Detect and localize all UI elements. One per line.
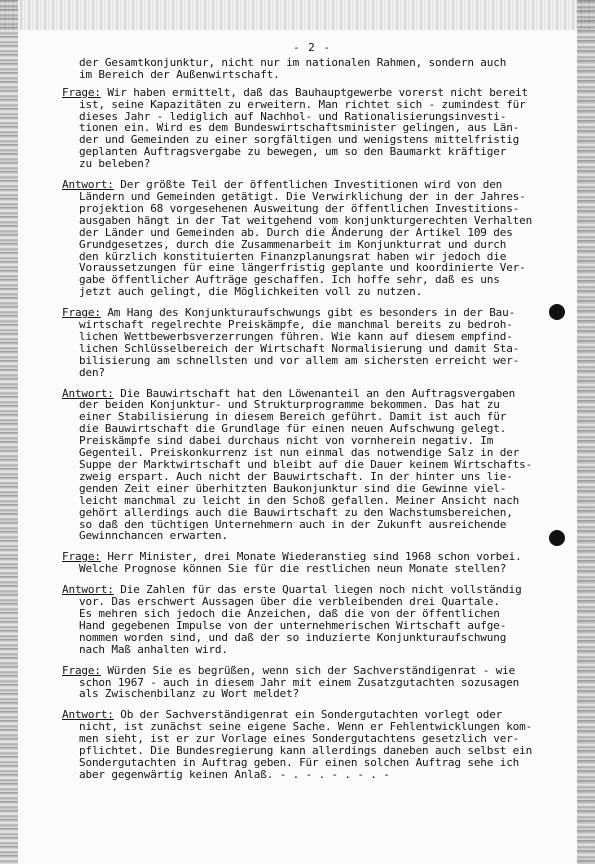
- scan-left-edge: [0, 0, 18, 864]
- answer-line: Gegenteil. Preiskonkurrenz ist nun einmal das notwendige Salz in der: [79, 446, 520, 460]
- question-line: geplanten Auftragsvergabe zu bewegen, um so den Baumarkt kräftiger: [79, 145, 507, 159]
- answer-line: die Bauwirtschaft die Grundlage für einen neuen Aufschwung gelegt.: [79, 422, 507, 436]
- question-text: Am Hang des Konjunkturaufschwungs gibt es besonders in der Bau-: [100, 306, 516, 320]
- answer-line: pflichtet. Die Bundesregierung kann allerdings daneben auch selbst ein: [79, 744, 533, 758]
- intro-paragraph: [79, 57, 562, 81]
- question-line: [62, 665, 562, 677]
- answer-line: einer Stabilisierung in diesem Bereich geführt. Damit ist auch für: [79, 410, 507, 424]
- answer-label: Antwort:: [62, 583, 114, 597]
- answer-line: gehört allerdings auch die Bauwirtschaft zu den Wachstumsbereichen,: [79, 505, 513, 519]
- answer-line: aber gegenwärtig keinen Anlaß. - . - . - . - . -: [79, 767, 390, 781]
- answer-line: leicht manchmal zu leicht in den Schoß gefallen. Meiner Ansicht nach: [79, 493, 520, 507]
- scan-top-edge: [0, 0, 595, 30]
- question-line: wirtschaft regelrechte Preiskämpfe, die manchmal bereits zu bedroh-: [79, 318, 513, 332]
- answer-line: Grundgesetzes, durch die Zusammenarbeit im Konjunkturrat und durch: [79, 237, 507, 251]
- scan-right-edge: [577, 0, 595, 864]
- question-line: der und Gemeinden zu einer sorgfältigen und wenigstens mittelfristig: [79, 133, 520, 147]
- answer-line: jetzt auch gelingt, die Möglichkeiten voll zu nutzen.: [79, 285, 423, 299]
- answer-text: Die Bauwirtschaft hat den Löwenanteil an den Auftragsvergaben: [113, 386, 516, 400]
- question-label: Frage:: [62, 550, 101, 564]
- question-line: als Zwischenbilanz zu Wort meldet?: [79, 687, 300, 701]
- question-line: lichen Schlüsselbereich der Wirtschaft Normalisierung und damit Sta-: [79, 341, 520, 355]
- answer-block: [62, 584, 562, 655]
- question-label: Frage:: [62, 663, 101, 677]
- document-body: [62, 42, 562, 790]
- answer-line: der Länder und Gemeinden ab. Durch die Änderung der Artikel 109 des: [79, 225, 513, 239]
- answer-line: men sieht, ist er zur Vorlage eines Sondergutachtens gesetzlich ver-: [79, 732, 520, 746]
- answer-label: Antwort:: [62, 178, 114, 192]
- question-line: den?: [79, 365, 105, 379]
- answer-block: [62, 709, 562, 780]
- answer-label: Antwort:: [62, 386, 114, 400]
- question-block: [62, 551, 562, 575]
- question-text: Herr Minister, drei Monate Wiederanstieg sind 1968 schon vorbei.: [100, 550, 522, 564]
- answer-line: genden Zeit einer überhitzten Baukonjunktur sind die Gewinne viel-: [79, 481, 507, 495]
- answer-line: Ländern und Gemeinden getätigt. Die Verwirklichung der in der Jahres-: [79, 189, 526, 203]
- answer-line: der beiden Konjunktur- und Strukturprogramme bekommen. Das hat zu: [79, 398, 500, 412]
- answer-line: so daß den tüchtigen Unternehmern auch in der Zukunft ausreichende: [79, 517, 507, 531]
- answer-line: ausgaben hängt in der Tat weitgehend vom konjunkturgerechten Verhalten: [79, 213, 533, 227]
- question-line: tionen ein. Wird es dem Bundeswirtschaftsminister gelingen, aus Län-: [79, 121, 520, 135]
- answer-label: Antwort:: [62, 708, 114, 722]
- answer-line: nicht, ist zunächst seine eigene Sache. Wenn er Fehlentwicklungen kom-: [79, 720, 533, 734]
- question-line: ist, seine Kapazitäten zu erweitern. Man richtet sich - zumindest für: [79, 97, 526, 111]
- answer-line: zweig erspart. Auch nicht der Bauwirtschaft. In der hinter uns lie-: [79, 469, 513, 483]
- answer-line: nommen worden sind, und daß der so induzierte Konjunkturaufschwung: [79, 630, 507, 644]
- page-number: - 2 -: [292, 41, 332, 54]
- question-line: dieses Jahr - lediglich auf Nachhol- und Rationalisierungsinvesti-: [79, 109, 507, 123]
- interview-blocks: [62, 87, 562, 781]
- question-block: [62, 665, 562, 701]
- question-block: [62, 87, 562, 170]
- question-line: Welche Prognose können Sie für die restlichen neun Monate stellen?: [79, 562, 507, 576]
- intro-line: der Gesamtkonjunktur, nicht nur im nationalen Rahmen, sondern auch: [79, 55, 507, 69]
- question-line: schon 1967 - auch in diesem Jahr mit einem Zusatzgutachten sozusagen: [79, 675, 520, 689]
- question-label: Frage:: [62, 306, 101, 320]
- answer-line: Voraussetzungen für eine längerfristig geplante und koordinierte Ver-: [79, 261, 526, 275]
- question-line: zu beleben?: [79, 157, 151, 171]
- answer-line: projektion 68 vorgesehenen Ausweitung der öffentlichen Investitions-: [79, 201, 520, 215]
- question-line: [62, 87, 562, 99]
- answer-line: Sondergutachten in Auftrag geben. Für einen solchen Auftrag sehe ich: [79, 755, 520, 769]
- question-text: Wir haben ermittelt, daß das Bauhauptgewerbe vorerst nicht bereit: [100, 85, 529, 99]
- answer-line: den kürzlich konstituierten Finanzplanungsrat haben wir jedoch die: [79, 249, 507, 263]
- answer-block: [62, 388, 562, 543]
- answer-text: Die Zahlen für das erste Quartal liegen noch nicht vollständig: [113, 583, 522, 597]
- question-line: bilisierung am schnellsten und vor allem am sichersten erreicht wer-: [79, 353, 520, 367]
- answer-line: Gewinnchancen erwarten.: [79, 529, 228, 543]
- intro-line: im Bereich der Außenwirtschaft.: [79, 67, 280, 81]
- answer-line: nach Maß anhalten wird.: [79, 642, 228, 656]
- question-block: [62, 307, 562, 378]
- question-label: Frage:: [62, 85, 101, 99]
- answer-text: Ob der Sachverständigenrat ein Sondergutachten vorlegt oder: [113, 708, 503, 722]
- answer-line: Es mehren sich jedoch die Anzeichen, daß die von der öffentlichen: [79, 606, 500, 620]
- question-line: lichen Wettbewerbsverzerrungen führen. Wie kann auf diesem empfind-: [79, 329, 513, 343]
- answer-line: Suppe der Marktwirtschaft und bleibt auf die Dauer keinem Wirtschafts-: [79, 458, 533, 471]
- answer-line: Hand gegebenen Impulse von der unternehmerischen Wirtschaft aufge-: [79, 618, 507, 632]
- answer-text: Der größte Teil der öffentlichen Investitionen wird von den: [113, 178, 503, 192]
- answer-block: [62, 179, 562, 298]
- answer-line: Preiskämpfe sind dabei durchaus nicht von vornherein negativ. Im: [79, 434, 494, 448]
- question-text: Würden Sie es begrüßen, wenn sich der Sachverständigenrat - wie: [100, 663, 516, 677]
- answer-line: vor. Das erschwert Aussagen über die verbleibenden drei Quartale.: [79, 595, 500, 609]
- answer-line: gabe öffentlicher Aufträge geschaffen. Ich hoffe sehr, daß es uns: [79, 273, 500, 287]
